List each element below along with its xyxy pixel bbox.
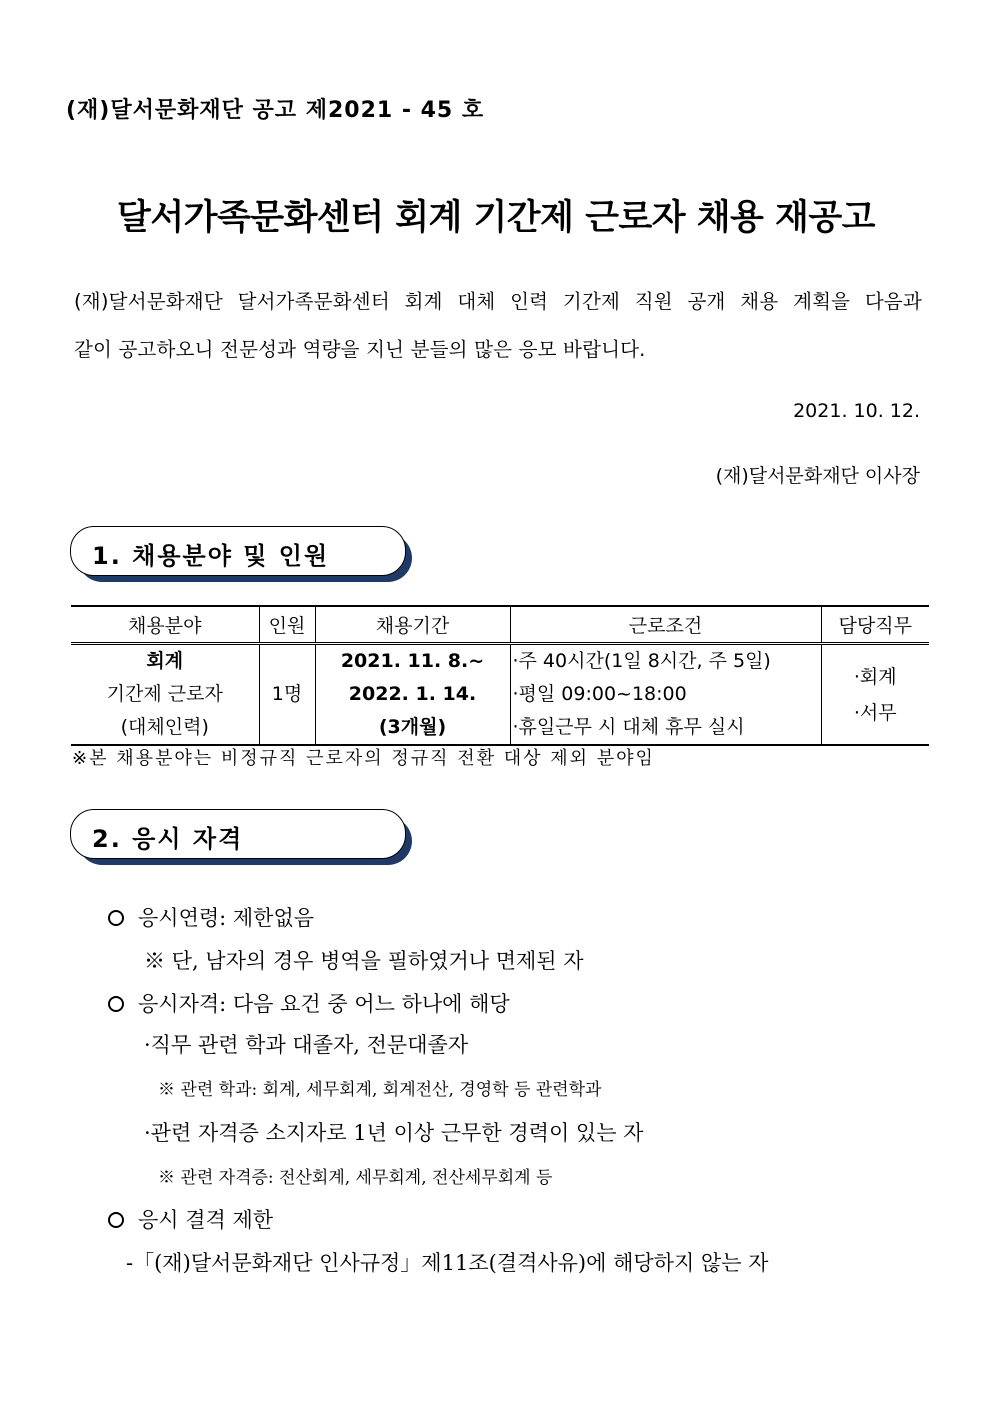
field-line-2: 기간제 근로자 [106, 683, 223, 705]
table-note: ※본 채용분야는 비정규직 근로자의 정규직 전환 대상 제외 분야임 [72, 748, 655, 769]
duty-line-1: ·회계 [853, 665, 897, 688]
circle-bullet-icon [108, 1212, 124, 1228]
disq-detail: -「(재)달서문화재단 인사규정」제11조(결격사유)에 해당하지 않는 자 [126, 1251, 769, 1275]
period-line-2: 2022. 1. 14. [348, 683, 477, 705]
circle-bullet-icon [108, 910, 124, 926]
notice-date: 2021. 10. 12. [793, 400, 920, 422]
cond-line-1: ·주 40시간(1일 8시간, 주 5일) [512, 650, 771, 672]
duty-line-2: ·서무 [853, 701, 897, 724]
disq-item [108, 1204, 273, 1234]
section1-heading: 1. 채용분야 및 인원 [92, 542, 330, 570]
cell-period [315, 644, 510, 746]
cell-conditions [510, 644, 821, 746]
disq-label: 응시 결격 제한 [138, 1208, 274, 1232]
circle-bullet-icon [108, 996, 124, 1012]
col-header-conditions: 근로조건 [510, 606, 821, 644]
intro-line-1: (재)달서문화재단 달서가족문화센터 회계 대체 인력 기간제 직원 공개 채용 계획을 다음과 [74, 290, 922, 313]
qual-item-2: ·관련 자격증 소지자로 1년 이상 근무한 경력이 있는 자 [144, 1121, 644, 1145]
qual-item [108, 988, 510, 1018]
period-line-1: 2021. 11. 8.~ [340, 650, 485, 672]
qual-label: 응시자격: 다음 요건 중 어느 하나에 해당 [138, 992, 510, 1016]
col-header-headcount: 인원 [259, 606, 315, 644]
notice-number: (재)달서문화재단 공고 제2021 - 45 호 [66, 98, 485, 123]
col-header-field: 채용분야 [71, 606, 259, 644]
field-line-1: 회계 [146, 650, 184, 672]
table-header-row [71, 606, 929, 644]
intro-line-2: 같이 공고하오니 전문성과 역량을 지닌 분들의 많은 응모 바랍니다. [74, 338, 646, 361]
recruitment-table [71, 605, 929, 746]
cell-field [71, 644, 259, 746]
period-line-3: (3개월) [378, 716, 447, 738]
page-title: 달서가족문화센터 회계 기간제 근로자 채용 재공고 [117, 198, 875, 238]
col-header-period: 채용기간 [315, 606, 510, 644]
cell-headcount: 1명 [259, 644, 315, 746]
field-line-3: (대체인력) [120, 716, 209, 738]
qual-item-1-note: ※ 관련 학과: 회계, 세무회계, 회계전산, 경영학 등 관련학과 [158, 1080, 602, 1100]
cell-duty [821, 644, 929, 746]
section2-heading: 2. 응시 자격 [92, 825, 244, 853]
qual-item-2-note: ※ 관련 자격증: 전산회계, 세무회계, 전산세무회계 등 [158, 1168, 553, 1188]
cond-line-2: ·평일 09:00~18:00 [512, 683, 687, 705]
cond-line-3: ·휴일근무 시 대체 휴무 실시 [512, 716, 745, 738]
age-item [108, 902, 314, 932]
qual-item-1: ·직무 관련 학과 대졸자, 전문대졸자 [144, 1033, 469, 1057]
issuer: (재)달서문화재단 이사장 [715, 465, 920, 487]
table-row [71, 644, 929, 746]
age-label: 응시연령: 제한없음 [138, 906, 315, 930]
col-header-duty: 담당직무 [821, 606, 929, 644]
age-note: ※ 단, 남자의 경우 병역을 필하였거나 면제된 자 [144, 949, 584, 973]
